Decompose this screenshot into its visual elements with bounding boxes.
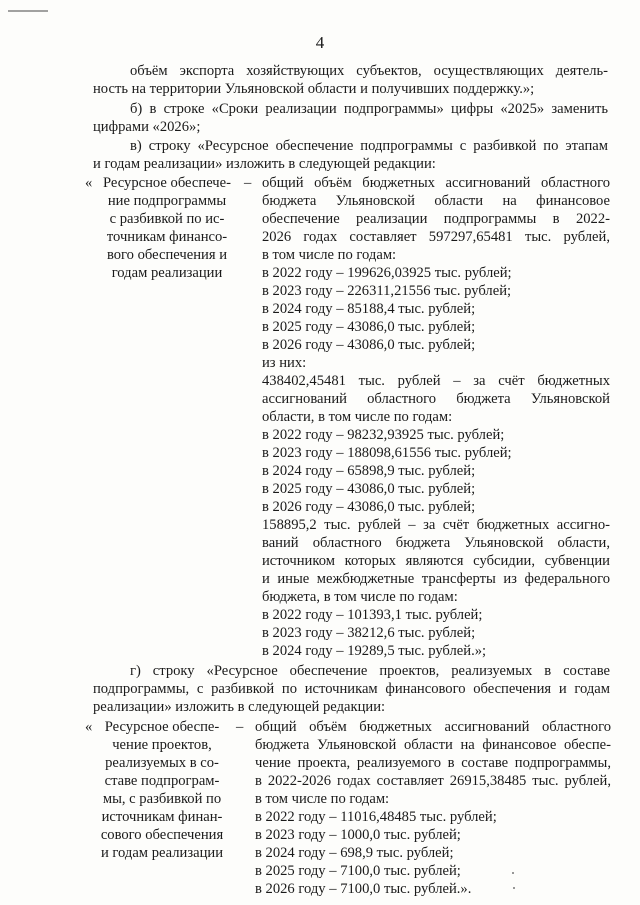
table1-line: и иные межбюджетные трансферты из федерального [262, 571, 610, 587]
para-v-line-2: и годам реализации» изложить в следующей редакции: [93, 156, 436, 172]
table2-line: общий объём бюджетных ассигнований областного [255, 719, 611, 735]
para-v-line-1: в) строку «Ресурсное обеспечение подпрограммы с разбивкой по этапам [130, 138, 608, 154]
table1-open-quote: « [85, 175, 93, 191]
table2-line: в 2025 году – 7100,0 тыс. рублей; [255, 863, 461, 879]
table2-line: в 2026 году – 7100,0 тыс. рублей.». [255, 881, 472, 897]
table1-label-line: Ресурсное обеспече- [103, 175, 231, 191]
table1-line: в 2022 году – 101393,1 тыс. рублей; [262, 607, 483, 623]
para-b-line-1: б) в строке «Сроки реализации подпрограммы» цифры «2025» заменить [130, 101, 608, 117]
table1-line: общий объём бюджетных ассигнований областного [262, 175, 610, 191]
table1-dash: – [244, 175, 252, 191]
para-b-line-2: цифрами «2026»; [93, 119, 201, 135]
table1-line: в 2023 году – 188098,61556 тыс. рублей; [262, 445, 512, 461]
table1-label-line: годам реализации [111, 265, 223, 281]
table1-line: области, в том числе по годам: [262, 409, 453, 425]
table1-line: ваний областного бюджета Ульяновской области, [262, 535, 610, 551]
table2-label-line: сового обеспечения [100, 827, 224, 843]
table1-line: в том числе по годам: [262, 247, 397, 263]
para-g-line-1: г) строку «Ресурсное обеспечение проектов, реализуемых в составе [130, 663, 610, 679]
table1-line: 2026 годах составляет 597297,65481 тыс. рублей, [262, 229, 610, 245]
table1-line: в 2024 году – 19289,5 тыс. рублей.»; [262, 643, 487, 659]
table1-line: источником которых являются субсидии, субвенции [262, 553, 610, 569]
table1-line: в 2024 году – 85188,4 тыс. рублей; [262, 301, 476, 317]
table1-line: бюджета, в том числе по годам: [262, 589, 458, 605]
para-g-line-3: реализации» изложить в следующей редакции: [93, 699, 386, 715]
table2-line: в том числе по годам: [255, 791, 390, 807]
table2-label-line: ставе подпрограм- [104, 773, 220, 789]
table2-line: в 2024 году – 698,9 тыс. рублей; [255, 845, 454, 861]
table1-label-line: с разбивкой по ис- [109, 211, 225, 227]
intro-line-2: ность на территории Ульяновской области и получивших поддержку.»; [93, 81, 535, 97]
table1-line: в 2025 году – 43086,0 тыс. рублей; [262, 481, 476, 497]
table1-line: в 2024 году – 65898,9 тыс. рублей; [262, 463, 476, 479]
table2-line: в 2022 году – 11016,48485 тыс. рублей; [255, 809, 497, 825]
page-number: 4 [315, 33, 325, 52]
table1-line: в 2022 году – 98232,93925 тыс. рублей; [262, 427, 505, 443]
table2-label-line: мы, с разбивкой по [102, 791, 222, 807]
table2-label-line: Ресурсное обеспе- [104, 719, 220, 735]
scan-speck [513, 887, 515, 889]
table1-line: в 2025 году – 43086,0 тыс. рублей; [262, 319, 476, 335]
table1-label-line: вого обеспечения и [106, 247, 228, 263]
table1-label-line: точникам финансо- [106, 229, 228, 245]
table1-line: обеспечение реализации подпрограммы в 2022- [262, 211, 610, 227]
table1-line: 438402,45481 тыс. рублей – за счёт бюджетных [262, 373, 610, 389]
table2-line: бюджета Ульяновской области на финансовое обеспе- [255, 737, 611, 753]
table1-line: из них: [262, 355, 307, 371]
table2-dash: – [236, 719, 244, 735]
table2-label-line: источникам финан- [101, 809, 223, 825]
table2-line: в 2022-2026 годах составляет 26915,38485 тыс. рублей, [255, 773, 611, 789]
table2-label-line: реализуемых в со- [105, 755, 219, 771]
table2-open-quote: « [85, 719, 93, 735]
table1-line: в 2026 году – 43086,0 тыс. рублей; [262, 337, 476, 353]
scan-speck [512, 872, 514, 874]
table2-line: чение проекта, реализуемого в составе подпрограммы, [255, 755, 611, 771]
table2-label-line: и годам реализации [100, 845, 224, 861]
table1-line: ассигнований областного бюджета Ульяновской [262, 391, 610, 407]
table2-label-line: чение проектов, [112, 737, 212, 753]
table1-line: в 2023 году – 226311,21556 тыс. рублей; [262, 283, 512, 299]
para-g-line-2: подпрограммы, с разбивкой по источникам финансового обеспечения и годам [93, 681, 610, 697]
intro-line-1: объём экспорта хозяйствующих субъектов, осуществляющих деятель- [130, 63, 608, 79]
table1-line: 158895,2 тыс. рублей – за счёт бюджетных ассигно- [262, 517, 610, 533]
table2-line: в 2023 году – 1000,0 тыс. рублей; [255, 827, 461, 843]
table1-line: в 2026 году – 43086,0 тыс. рублей; [262, 499, 476, 515]
table1-line: в 2022 году – 199626,03925 тыс. рублей; [262, 265, 512, 281]
table1-line: в 2023 году – 38212,6 тыс. рублей; [262, 625, 476, 641]
table1-line: бюджета Ульяновской области на финансовое [262, 193, 610, 209]
scan-mark [8, 10, 48, 12]
table1-label-line: ние подпрограммы [107, 193, 227, 209]
